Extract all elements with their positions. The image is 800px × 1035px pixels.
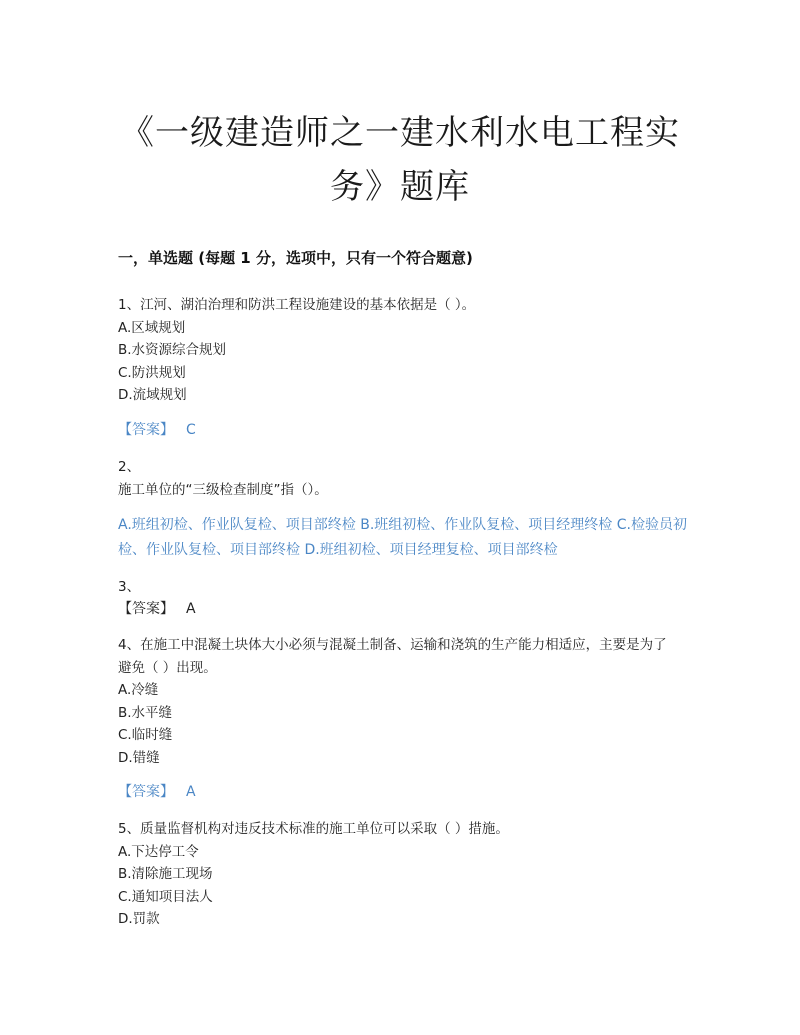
option-d: D.错缝 (118, 749, 160, 766)
question-3 (118, 576, 688, 599)
answer-3 (118, 598, 688, 620)
question-stem: 5、质量监督机构对违反技术标准的施工单位可以采取（ ）措施。 (118, 821, 509, 837)
question-stem: 施工单位的“三级检查制度”指（）。 (118, 481, 328, 498)
option-b: B.清除施工现场 (118, 866, 213, 882)
option-d: D.罚款 (118, 911, 160, 927)
document-title: 《一级建造师之一建水利水电工程实务》题库 (120, 113, 680, 207)
answer-1 (118, 419, 688, 441)
option-d: D.流域规划 (118, 387, 187, 403)
section-heading: 一，单选题 (每题 1 分，选项中，只有一个符合题意) (118, 249, 473, 267)
question-4 (118, 634, 678, 769)
answer-4 (118, 781, 688, 803)
question-5 (118, 818, 688, 931)
answer-value: A (186, 601, 196, 617)
answer-label: 【答案】 (118, 784, 174, 800)
question-stem: 4、在施工中混凝土块体大小必须与混凝土制备、运输和浇筑的生产能力相适应，主要是为了避免（ ）出现。 (118, 637, 667, 676)
question-2 (118, 456, 688, 501)
question-stem: 1、江河、湖泊治理和防洪工程设施建设的基本依据是（ ）。 (118, 297, 476, 313)
question-1 (118, 294, 688, 407)
question-number: 2、 (118, 459, 141, 475)
option-c: C.通知项目法人 (118, 888, 213, 905)
option-c: C.临时缝 (118, 727, 173, 743)
option-b: B.水资源综合规划 (118, 342, 227, 358)
question-number: 3、 (118, 579, 141, 595)
option-a: A.冷缝 (118, 682, 159, 698)
option-a: A.下达停工令 (118, 843, 199, 860)
answer-label: 【答案】 (118, 422, 174, 438)
question-2-options: A.班组初检、作业队复检、项目部终检 B.班组初检、作业队复检、项目经理终检 C.检验员初检、作业队复检、项目部终检 D.班组初检、项目经理复检、项目部终检 (118, 517, 687, 558)
option-b: B.水平缝 (118, 704, 173, 721)
answer-label: 【答案】 (118, 601, 174, 617)
answer-value: C (186, 422, 196, 438)
option-a: A.区域规划 (118, 319, 186, 336)
option-c: C.防洪规划 (118, 364, 186, 381)
answer-value: A (186, 784, 196, 800)
